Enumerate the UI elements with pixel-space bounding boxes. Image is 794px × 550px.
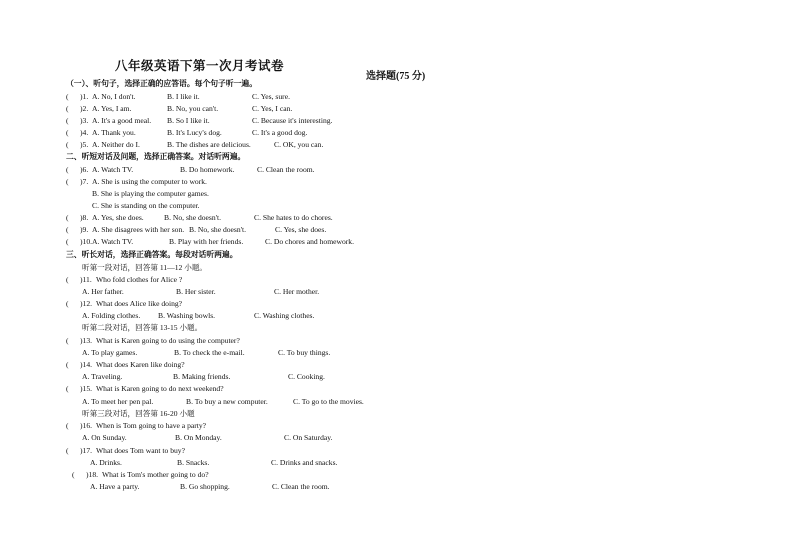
answer-paren: ( <box>66 299 69 308</box>
option-b: B. Go shopping. <box>180 482 230 491</box>
answer-paren: ( <box>66 128 69 137</box>
question-number: )13. <box>80 336 93 345</box>
option-a: A. No, I don't. <box>92 92 136 101</box>
answer-paren: ( <box>66 275 69 284</box>
question-number: )10. <box>80 237 93 246</box>
question-number: )3. <box>80 116 89 125</box>
option-b: B. Making friends. <box>173 372 231 381</box>
section-heading: （一）、听句子，选择正确的应答语。每个句子听一遍。 <box>66 79 258 88</box>
option-a: A. Drinks. <box>90 458 122 467</box>
option-a: A. To meet her pen pal. <box>82 397 154 406</box>
option-c: C. Clean the room. <box>272 482 330 491</box>
answer-paren: ( <box>66 384 69 393</box>
option-b: B. To buy a new computer. <box>186 397 268 406</box>
option-a: A. Thank you. <box>92 128 136 137</box>
option-c: C. Washing clothes. <box>254 311 315 320</box>
option-b: B. No, she doesn't. <box>189 225 247 234</box>
section-heading: 二、听短对话及问题，选择正确答案。对话听两遍。 <box>66 152 246 161</box>
option-a: A. Watch TV. <box>92 165 134 174</box>
option-c: C. Drinks and snacks. <box>271 458 338 467</box>
question-number: )8. <box>80 213 89 222</box>
question-number: )5. <box>80 140 89 149</box>
question-number: )4. <box>80 128 89 137</box>
option-c: C. OK, you can. <box>274 140 324 149</box>
answer-paren: ( <box>66 213 69 222</box>
option-c: C. To go to the movies. <box>293 397 364 406</box>
option-b: B. The dishes are delicious. <box>167 140 251 149</box>
option-a: A. Watch TV. <box>92 237 134 246</box>
option-c: C. She is standing on the computer. <box>92 201 200 210</box>
option-c: C. Yes, she does. <box>275 225 327 234</box>
question-number: )9. <box>80 225 89 234</box>
option-c: C. Yes, I can. <box>252 104 293 113</box>
option-b: B. To check the e-mail. <box>174 348 245 357</box>
option-a: A. Have a party. <box>90 482 140 491</box>
option-b: B. Washing bowls. <box>158 311 216 320</box>
option-a: A. Traveling. <box>82 372 123 381</box>
option-b: B. Her sister. <box>176 287 216 296</box>
option-b: B. She is playing the computer games. <box>92 189 209 198</box>
question-number: )14. <box>80 360 93 369</box>
option-a: A. Folding clothes. <box>82 311 141 320</box>
listening-note: 听第一段对话，回答第 11—12 小题。 <box>82 263 208 272</box>
question-number: )17. <box>80 446 93 455</box>
answer-paren: ( <box>66 104 69 113</box>
option-a: A. Yes, she does. <box>92 213 144 222</box>
question-text: When is Tom going to have a party? <box>96 421 207 430</box>
question-number: )12. <box>80 299 93 308</box>
option-a: A. On Sunday. <box>82 433 127 442</box>
option-a: A. Her father. <box>82 287 124 296</box>
option-a: A. Neither do I. <box>92 140 140 149</box>
question-number: )6. <box>80 165 89 174</box>
question-text: What is Karen going to do using the computer? <box>96 336 240 345</box>
option-b: B. So I like it. <box>167 116 210 125</box>
option-b: B. It's Lucy's dog. <box>167 128 222 137</box>
question-number: )18. <box>86 470 99 479</box>
listening-note: 听第二段对话，回答第 13-15 小题。 <box>82 323 203 332</box>
answer-paren: ( <box>66 421 69 430</box>
option-c: C. Because it's interesting. <box>252 116 333 125</box>
option-a: A. To play games. <box>82 348 138 357</box>
question-text: Who fold clothes for Alice ? <box>96 275 183 284</box>
exam-title: 八年级英语下第一次月考试卷 <box>115 59 285 73</box>
answer-paren: ( <box>66 336 69 345</box>
question-number: )1. <box>80 92 89 101</box>
option-b: B. Snacks. <box>177 458 210 467</box>
question-number: )2. <box>80 104 89 113</box>
option-c: C. She hates to do chores. <box>254 213 333 222</box>
option-c: C. To buy things. <box>278 348 331 357</box>
option-b: B. On Monday. <box>175 433 222 442</box>
answer-paren: ( <box>66 92 69 101</box>
question-number: )11. <box>80 275 92 284</box>
option-c: C. Her mother. <box>274 287 320 296</box>
option-a: A. It's a good meal. <box>92 116 152 125</box>
option-b: B. Play with her friends. <box>169 237 244 246</box>
exam-subtitle: 选择题(75 分) <box>366 71 426 82</box>
answer-paren: ( <box>66 237 69 246</box>
answer-paren: ( <box>66 360 69 369</box>
option-b: B. I like it. <box>167 92 200 101</box>
option-c: C. Cooking. <box>288 372 325 381</box>
answer-paren: ( <box>72 470 75 479</box>
answer-paren: ( <box>66 116 69 125</box>
option-b: B. No, she doesn't. <box>164 213 222 222</box>
option-b: B. Do homework. <box>180 165 235 174</box>
option-c: C. On Saturday. <box>284 433 333 442</box>
question-number: )16. <box>80 421 93 430</box>
option-a: A. She is using the computer to work. <box>92 177 207 186</box>
option-a: A. She disagrees with her son. <box>92 225 185 234</box>
question-text: What does Alice like doing? <box>96 299 183 308</box>
option-c: C. Yes, sure. <box>252 92 290 101</box>
question-text: What does Karen like doing? <box>96 360 185 369</box>
option-c: C. It's a good dog. <box>252 128 308 137</box>
question-text: What does Tom want to buy? <box>96 446 185 455</box>
answer-paren: ( <box>66 140 69 149</box>
answer-paren: ( <box>66 165 69 174</box>
question-text: What is Karen going to do next weekend? <box>96 384 224 393</box>
listening-note: 听第三段对话，回答第 16-20 小题 <box>82 409 195 418</box>
answer-paren: ( <box>66 225 69 234</box>
section-heading: 三、听长对话，选择正确答案。每段对话听两遍。 <box>66 250 238 259</box>
question-number: )7. <box>80 177 89 186</box>
answer-paren: ( <box>66 446 69 455</box>
question-number: )15. <box>80 384 93 393</box>
option-c: C. Clean the room. <box>257 165 315 174</box>
option-c: C. Do chores and homework. <box>265 237 354 246</box>
option-a: A. Yes, I am. <box>92 104 132 113</box>
question-text: What is Tom's mother going to do? <box>102 470 209 479</box>
answer-paren: ( <box>66 177 69 186</box>
option-b: B. No, you can't. <box>167 104 219 113</box>
